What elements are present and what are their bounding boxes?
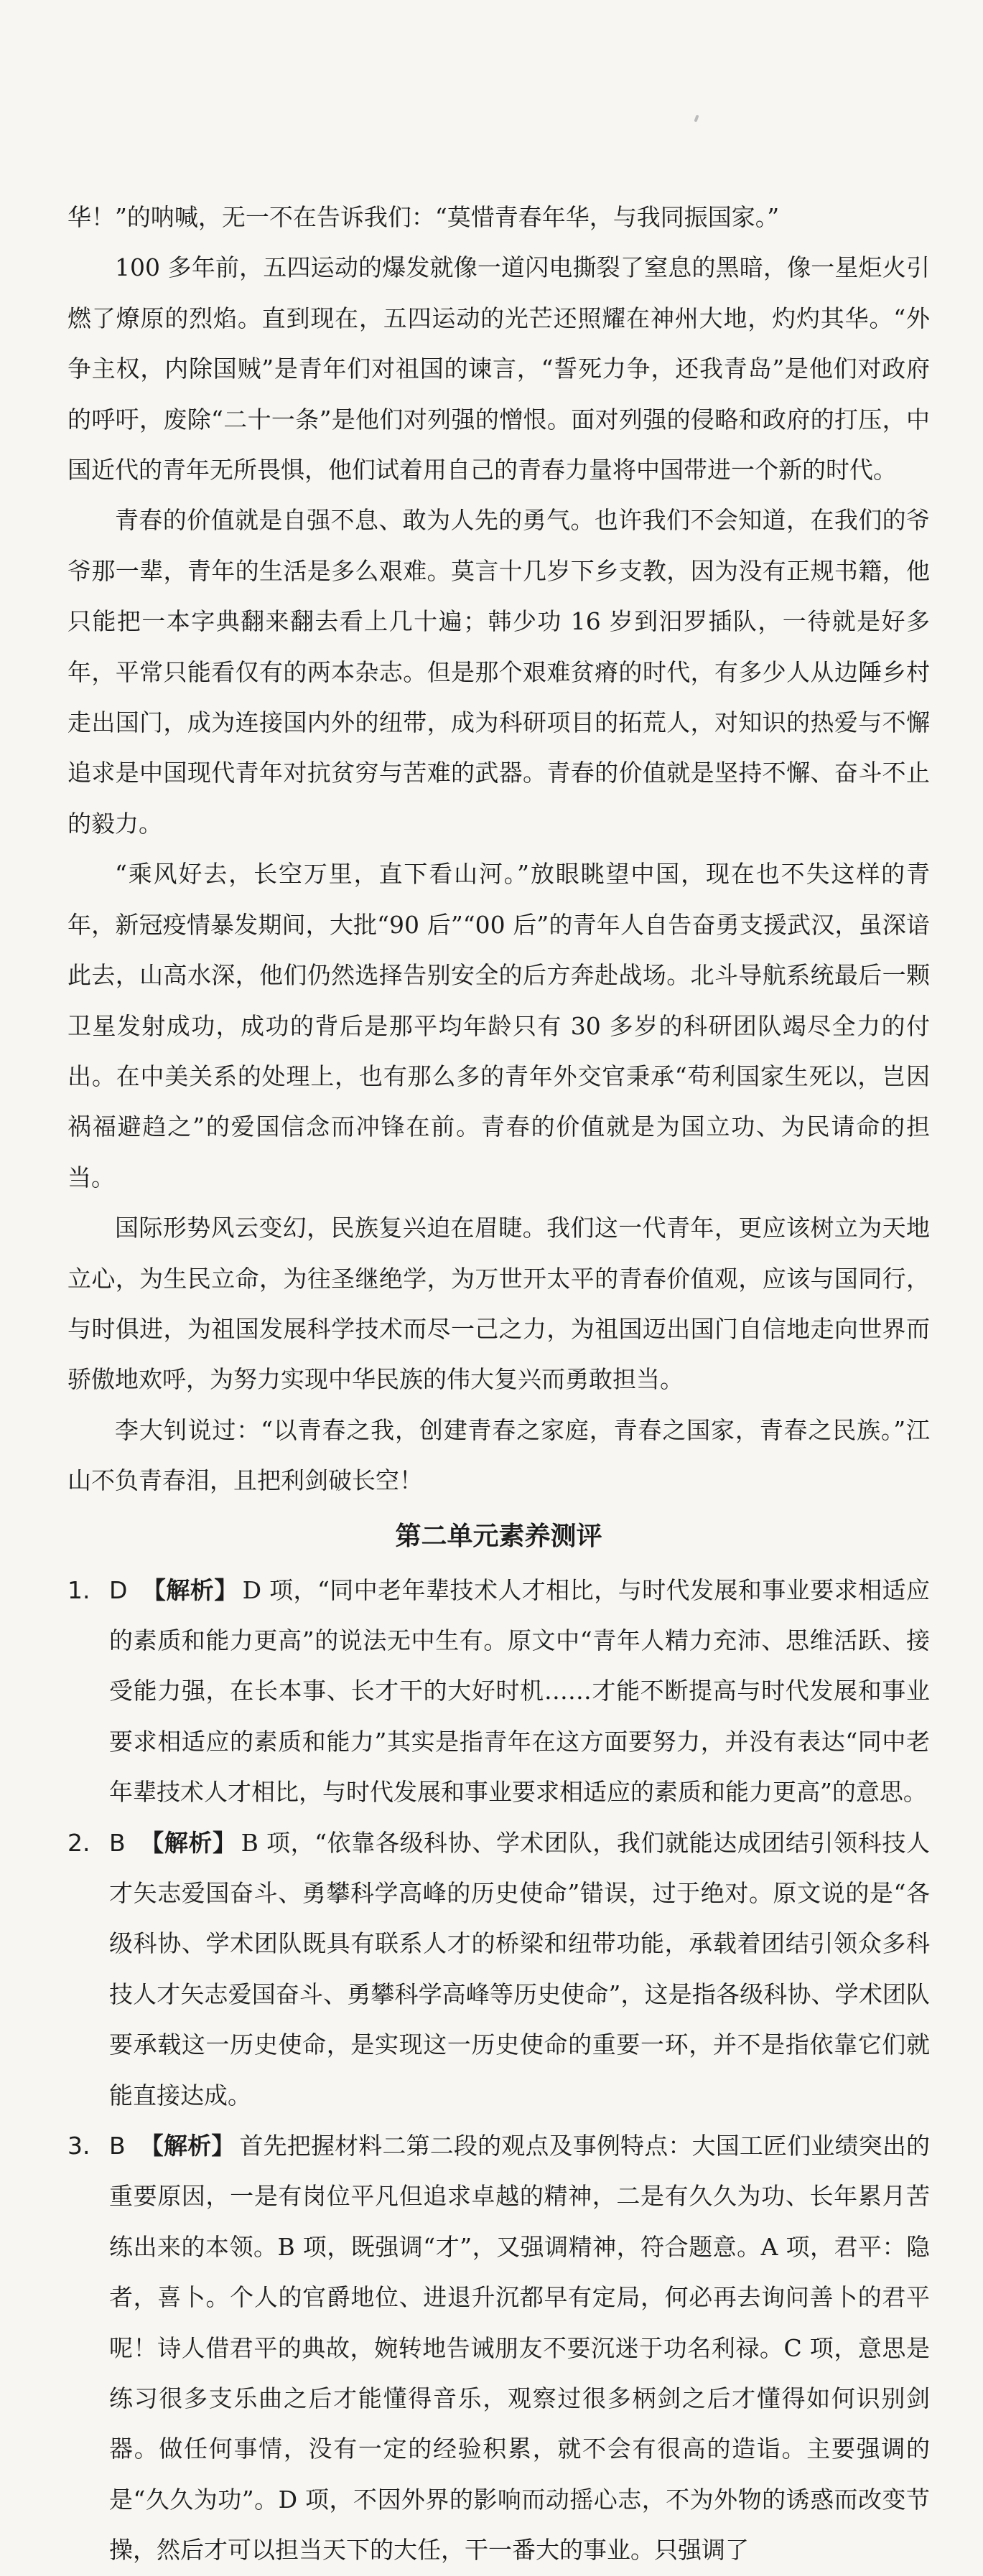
answer-item-3 xyxy=(67,2121,930,2576)
analysis-tag: 【解析】 xyxy=(139,1828,237,1857)
answer-item-2 xyxy=(67,1818,930,2121)
essay-section xyxy=(67,192,930,1507)
question-number: 3. xyxy=(67,2132,90,2160)
essay-paragraph-5: 国际形势风云变幻，民族复兴迫在眉睫。我们这一代青年，更应该树立为天地立心，为生民立命，为往圣继绝学，为万世开太平的青春价值观，应该与国同行，与时俱进，为祖国发展科学技术而尽一己之力，为祖国迈出国门自信地走向世界而骄傲地欢呼，为努力实现中华民族的伟大复兴而勇敢担当。 xyxy=(67,1214,930,1394)
analysis-text: 首先把握材料二第二段的观点及事例特点：大国工匠们业绩突出的重要原因，一是有岗位平凡但追求卓越的精神，二是有久久为功、长年累月苦练出来的本领。B 项，既强调“才”，又强调精神，符合题意。A 项，君平：隐者，喜卜。个人的官爵地位、进退升沉都早有定局，何必再去询问善卜的君平呢！诗人借君平的典故，婉转地告诫朋友不要沉迷于功名利禄。C 项，意思是练习很多支乐曲之后才能懂得音乐，观察过很多柄剑之后才懂得如何识别剑器。做任何事情，没有一定的经验积累，就不会有很高的造诣。主要强调的是“久久为功”。D 项，不因外界的影响而动摇心志，不为外物的诱惑而改变节操，然后才可以担当天下的大任，干一番大的事业。只强调了 xyxy=(109,2132,931,2565)
answer-item-1 xyxy=(67,1565,930,1818)
answer-list xyxy=(67,1565,930,2576)
analysis-text: D 项，“同中老年辈技术人才相比，与时代发展和事业要求相适应的素质和能力更高”的说法无中生有。原文中“青年人精力充沛、思维活跃、接受能力强，在长本事、长才干的大好时机……才能不断提高与时代发展和事业要求相适应的素质和能力”其实是指青年在这方面要努力，并没有表达“同中老年辈技术人才相比，与时代发展和事业要求相适应的素质和能力更高”的意思。 xyxy=(109,1575,931,1807)
section-title: 第二单元素养测评 xyxy=(395,1521,602,1551)
answer-choice: B xyxy=(109,2132,126,2160)
essay-paragraph-3: 青春的价值就是自强不息、敢为人先的勇气。也许我们不会知道，在我们的爷爷那一辈，青年的生活是多么艰难。莫言十几岁下乡支教，因为没有正规书籍，他只能把一本字典翻来翻去看上几十遍；韩少功 16 岁到汨罗插队，一待就是好多年，平常只能看仅有的两本杂志。但是那个艰难贫瘠的时代，有多少人从边陲乡村走出国门，成为连接国内外的纽带，成为科研项目的拓荒人，对知识的热爱与不懈追求是中国现代青年对抗贫穷与苦难的武器。青春的价值就是坚持不懈、奋斗不止的毅力。 xyxy=(67,506,930,838)
essay-paragraph-2: 100 多年前，五四运动的爆发就像一道闪电撕裂了窒息的黑暗，像一星炬火引燃了燎原的烈焰。直到现在，五四运动的光芒还照耀在神州大地，灼灼其华。“外争主权，内除国贼”是青年们对祖国的谏言，“誓死力争，还我青岛”是他们对政府的呼吁，废除“二十一条”是他们对列强的憎恨。面对列强的侵略和政府的打压，中国近代的青年无所畏惧，他们试着用自己的青春力量将中国带进一个新的时代。 xyxy=(67,253,930,484)
analysis-tag: 【解析】 xyxy=(141,1575,238,1604)
answer-choice: B xyxy=(109,1828,126,1857)
scan-speck xyxy=(694,115,699,123)
question-number: 1. xyxy=(67,1575,90,1604)
analysis-text: B 项，“依靠各级科协、学术团队，我们就能达成团结引领科技人才矢志爱国奋斗、勇攀科学高峰的历史使命”错误，过于绝对。原文说的是“各级科协、学术团队既具有联系人才的桥梁和纽带功能，承载着团结引领众多科技人才矢志爱国奋斗、勇攀科学高峰等历史使命”，这是指各级科协、学术团队要承载这一历史使命，是实现这一历史使命的重要一环，并不是指依靠它们就能直接达成。 xyxy=(109,1828,930,2109)
essay-paragraph-1: 华！”的呐喊，无一不在告诉我们：“莫惜青春年华，与我同振国家。” xyxy=(67,203,780,231)
answer-choice: D xyxy=(109,1575,128,1604)
essay-paragraph-4: “乘风好去，长空万里，直下看山河。”放眼眺望中国，现在也不失这样的青年，新冠疫情暴发期间，大批“90 后”“00 后”的青年人自告奋勇支援武汉，虽深谙此去，山高水深，他们仍然选择告别安全的后方奔赴战场。北斗导航系统最后一颗卫星发射成功，成功的背后是那平均年龄只有 30 多岁的科研团队竭尽全力的付出。在中美关系的处理上，也有那么多的青年外交官秉承“苟利国家生死以，岂因祸福避趋之”的爱国信念而冲锋在前。青春的价值就是为国立功、为民请命的担当。 xyxy=(67,860,930,1191)
question-number: 2. xyxy=(67,1828,90,1857)
essay-paragraph-6: 李大钊说过：“以青春之我，创建青春之家庭，青春之国家，青春之民族。”江山不负青春泪，且把利剑破长空！ xyxy=(67,1415,930,1495)
analysis-tag: 【解析】 xyxy=(139,2132,236,2160)
